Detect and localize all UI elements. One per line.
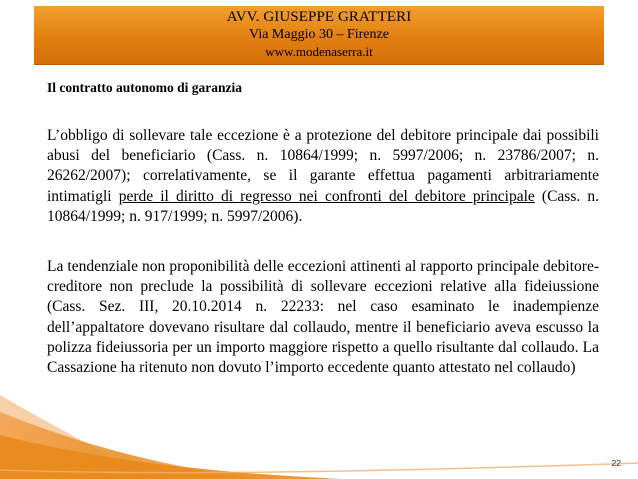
swoosh-band-2 [0,412,260,479]
paragraph-1-text-a: L’obbligo di sollevare tale eccezione è a protezione del debitore principale dai possibili abusi del beneficiario (Cass. n. 10864/1999; n. 5997/2006; n. 23786/2007; n. 26262/2007); correlativamente, se il garante effettua pagamenti arbitrariamente intimatigli [47,127,599,205]
header-banner [34,6,604,65]
page-number: 22 [611,458,621,468]
paragraph-1 [47,126,599,227]
header-address: Via Maggio 30 – Firenze [249,27,389,42]
swoosh-band-3 [0,435,340,479]
paragraph-1-text-b: (Cass. n. 10864/1999; n. 917/1999; n. 5997/2006). [47,187,599,225]
paragraph-1-underlined: perde il diritto di regresso nei confronti del debitore principale [118,187,535,205]
swoosh-band-1 [0,395,150,479]
section-title: Il contratto autonomo di garanzia [47,80,242,95]
paragraph-2: La tendenziale non proponibilità delle eccezioni attinenti al rapporto principale debitore-creditore non preclude la possibilità di sollevare eccezioni relative alla fideiussione (Cass. Sez. III, 20.10.2014 n. 22233: nel caso esaminato le inadempienze dell’appaltatore dovevano risultare dal collaudo, mentre il beneficiario aveva escusso la polizza fideiussoria per un importo maggiore rispetto a quello risultante dal collaudo. La Cassazione ha ritenuto non dovuto l’importo eccedente quanto attestato nel collaudo) [47,258,599,377]
swoosh-line [0,463,638,473]
header-lawyer-name: AVV. GIUSEPPE GRATTERI [226,9,412,25]
header-website: www.modenaserra.it [265,44,373,59]
